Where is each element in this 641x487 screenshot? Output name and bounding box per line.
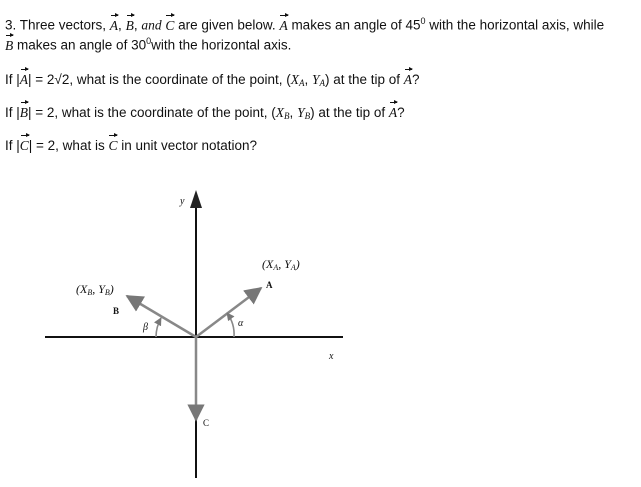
text: | = 2, what is the coordinate of the point, ( <box>28 105 276 120</box>
text: makes an angle of 45 <box>287 17 421 33</box>
text: ) at the tip of <box>310 105 389 120</box>
vector-c-label: C <box>203 418 210 428</box>
text: If | <box>5 105 20 120</box>
subscript: B <box>304 111 311 121</box>
text: | = 2, what is <box>28 138 109 153</box>
subscript: A <box>319 78 325 88</box>
vector-b-arrow <box>127 296 196 337</box>
y-var: Y <box>297 105 305 120</box>
vector-b-symbol: B <box>20 100 28 122</box>
text: If | <box>5 72 20 87</box>
vector-a-symbol: A <box>279 13 287 35</box>
x-var: X <box>290 72 299 87</box>
subscript: A <box>298 78 305 88</box>
vector-c-symbol: C <box>108 133 117 155</box>
text: If | <box>5 138 20 153</box>
y-axis-arrowhead <box>190 190 202 208</box>
vector-b-symbol: B <box>5 33 13 55</box>
vector-c-symbol: C <box>165 13 174 35</box>
text: ? <box>397 105 405 120</box>
vector-a-arrow <box>196 288 261 337</box>
and-word: and <box>141 17 162 33</box>
vector-a-symbol: A <box>404 67 412 89</box>
vector-a-symbol: A <box>20 67 28 89</box>
text: ) at the tip of <box>325 72 404 87</box>
text: are given below. <box>174 17 280 33</box>
text: 3. Three vectors, <box>5 17 110 33</box>
degree-superscript: 0 <box>420 16 426 26</box>
text: makes an angle of 30 <box>13 37 147 53</box>
y-var: Y <box>311 72 320 87</box>
x-var: X <box>275 105 285 120</box>
text: in unit vector notation? <box>117 138 258 153</box>
x-axis-label: x <box>329 351 334 362</box>
degree-superscript: 0 <box>146 36 152 46</box>
vector-c-symbol: C <box>20 133 29 155</box>
point-b-label: (XB, YB) <box>76 282 114 297</box>
text: with the horizontal axis. <box>151 37 292 53</box>
vector-b-label: B <box>113 306 120 316</box>
text: , <box>118 17 126 33</box>
alpha-angle-arc <box>227 313 234 337</box>
text: with the horizontal axis, while <box>425 17 605 33</box>
vector-a-symbol: A <box>110 13 118 35</box>
beta-angle-arc <box>156 318 161 337</box>
y-axis-label: y <box>180 196 185 207</box>
vector-a-symbol: A <box>389 100 397 122</box>
text: ? <box>412 72 420 87</box>
text: , <box>289 105 298 120</box>
alpha-label: α <box>238 318 244 329</box>
vector-b-symbol: B <box>126 13 134 35</box>
point-a-label: (XA, YA) <box>262 257 300 272</box>
text: , <box>304 72 312 87</box>
text: , <box>133 17 142 33</box>
vector-a-label: A <box>266 280 273 290</box>
beta-label: β <box>143 322 148 333</box>
text: | = 2√2, what is the coordinate of the point, ( <box>28 72 291 87</box>
subscript: B <box>284 111 290 121</box>
